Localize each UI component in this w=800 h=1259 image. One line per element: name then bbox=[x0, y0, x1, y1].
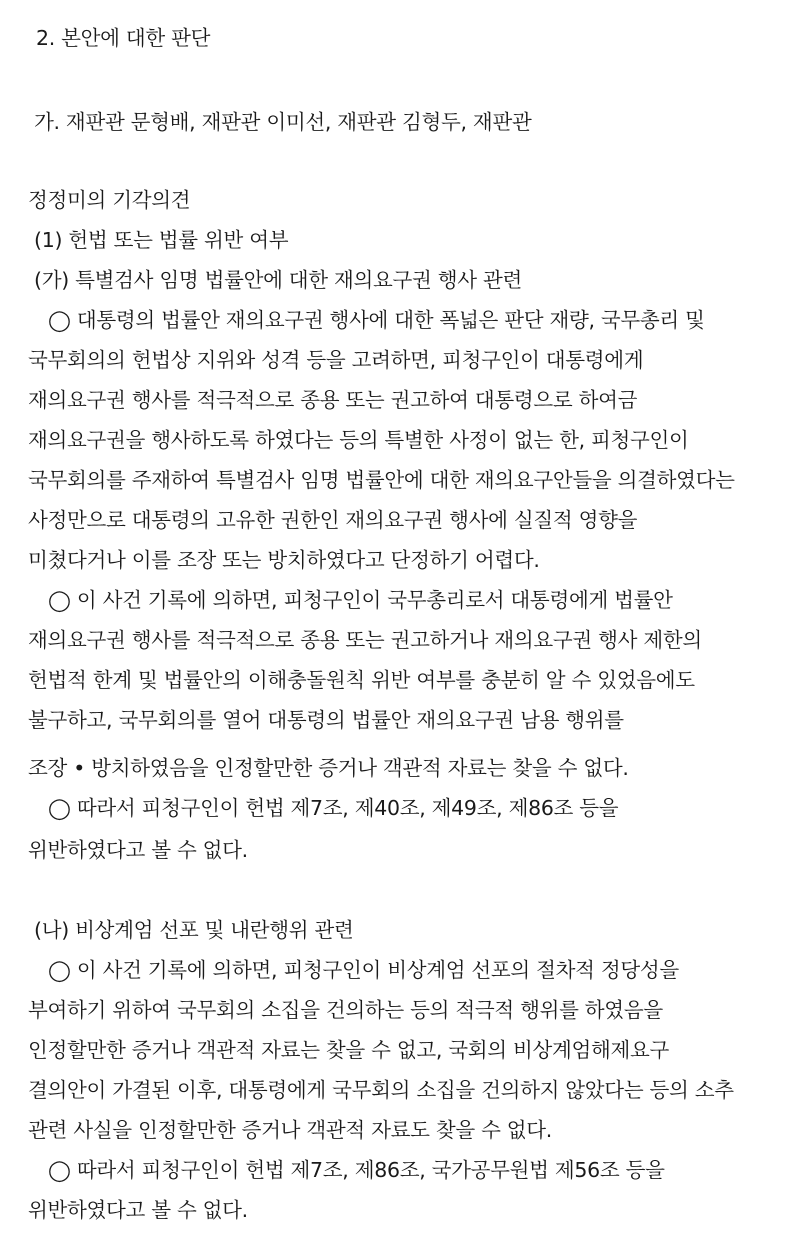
paragraph-line: 불구하고, 국무회의를 열어 대통령의 법률안 재의요구권 남용 행위를 bbox=[28, 708, 624, 732]
paragraph-line: ◯ 대통령의 법률안 재의요구권 행사에 대한 폭넓은 판단 재량, 국무총리 및 bbox=[48, 308, 705, 332]
paragraph-line: 미쳤다거나 이를 조장 또는 방치하였다고 단정하기 어렵다. bbox=[28, 548, 540, 572]
paragraph-line: ◯ 이 사건 기록에 의하면, 피청구인이 비상계엄 선포의 절차적 정당성을 bbox=[48, 958, 679, 982]
paragraph-line: ◯ 따라서 피청구인이 헌법 제7조, 제40조, 제49조, 제86조 등을 bbox=[48, 796, 619, 820]
paragraph-line: 재의요구권을 행사하도록 하였다는 등의 특별한 사정이 없는 한, 피청구인이 bbox=[28, 428, 689, 452]
paragraph-line: 재의요구권 행사를 적극적으로 종용 또는 권고하거나 재의요구권 행사 제한의 bbox=[28, 628, 702, 652]
opinion-heading-line: 가. 재판관 문형배, 재판관 이미선, 재판관 김형두, 재판관 bbox=[34, 110, 532, 134]
paragraph-line: 재의요구권 행사를 적극적으로 종용 또는 권고하여 대통령으로 하여금 bbox=[28, 388, 638, 412]
subsection-na-title: (나) 비상계엄 선포 및 내란행위 관련 bbox=[34, 918, 354, 942]
paragraph-line: 헌법적 한계 및 법률안의 이해충돌원칙 위반 여부를 충분히 알 수 있었음에도 bbox=[28, 668, 695, 692]
paragraph-line: 위반하였다고 볼 수 없다. bbox=[28, 838, 248, 862]
paragraph-line: 조장 • 방치하였음을 인정할만한 증거나 객관적 자료는 찾을 수 없다. bbox=[28, 756, 629, 780]
paragraph-line: 결의안이 가결된 이후, 대통령에게 국무회의 소집을 건의하지 않았다는 등의 소추 bbox=[28, 1078, 734, 1102]
paragraph-line: 관련 사실을 인정할만한 증거나 객관적 자료도 찾을 수 없다. bbox=[28, 1118, 553, 1142]
paragraph-line: 인정할만한 증거나 객관적 자료는 찾을 수 없고, 국회의 비상계엄해제요구 bbox=[28, 1038, 670, 1062]
subsection-ga-title: (가) 특별검사 임명 법률안에 대한 재의요구권 행사 관련 bbox=[34, 268, 522, 292]
opinion-heading-line: 정정미의 기각의견 bbox=[28, 188, 191, 212]
section-heading: 2. 본안에 대한 판단 bbox=[36, 26, 211, 50]
paragraph-line: 국무회의의 헌법상 지위와 성격 등을 고려하면, 피청구인이 대통령에게 bbox=[28, 348, 644, 372]
paragraph-line: 국무회의를 주재하여 특별검사 임명 법률안에 대한 재의요구안들을 의결하였다는 bbox=[28, 468, 735, 492]
paragraph-line: 위반하였다고 볼 수 없다. bbox=[28, 1198, 248, 1222]
paragraph-line: 부여하기 위하여 국무회의 소집을 건의하는 등의 적극적 행위를 하였음을 bbox=[28, 998, 663, 1022]
paragraph-line: ◯ 따라서 피청구인이 헌법 제7조, 제86조, 국가공무원법 제56조 등을 bbox=[48, 1158, 665, 1182]
part1-title: (1) 헌법 또는 법률 위반 여부 bbox=[34, 228, 289, 252]
paragraph-line: 사정만으로 대통령의 고유한 권한인 재의요구권 행사에 실질적 영향을 bbox=[28, 508, 638, 532]
paragraph-line: ◯ 이 사건 기록에 의하면, 피청구인이 국무총리로서 대통령에게 법률안 bbox=[48, 588, 673, 612]
